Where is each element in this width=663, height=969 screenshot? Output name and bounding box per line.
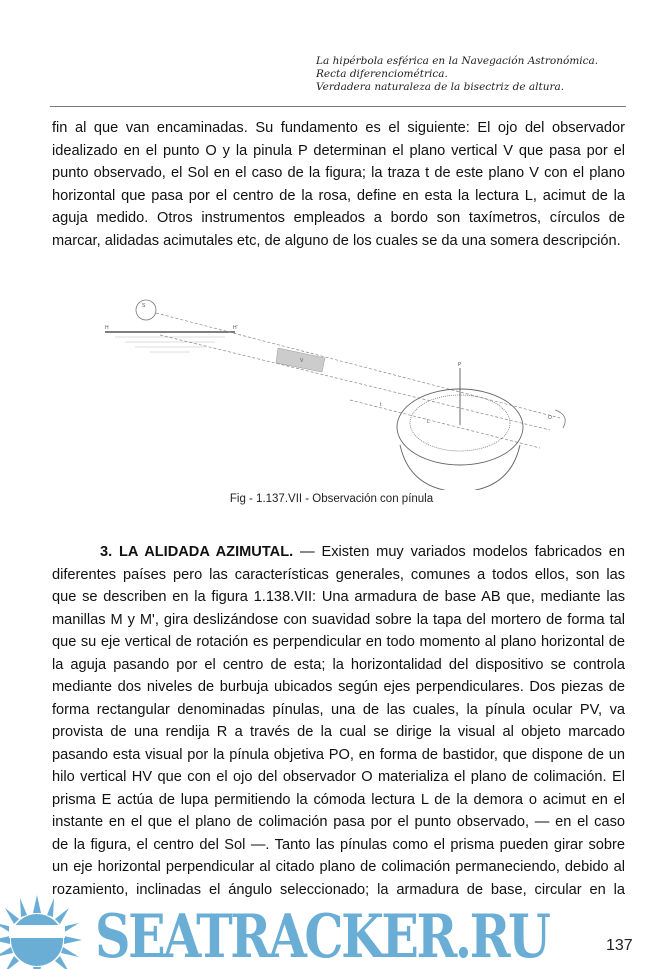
text-line: que su eje vertical de rotación es perpendicular en todo momento al plano horizontal de <box>52 634 625 650</box>
text-line: provista de una rendija R a través de la cual se dirige la visual al objeto marcado <box>52 724 625 740</box>
paragraph-intro <box>52 117 625 252</box>
text-line: idealizado en el punto O y la pinula P determinan el plano vertical V que pasa por el <box>52 142 625 159</box>
section-alidada <box>52 541 625 901</box>
text-fragment: — Existen muy variados modelos fabricados en <box>293 544 625 560</box>
eye-icon <box>555 410 565 428</box>
label-o: O <box>548 415 552 421</box>
text-line: horizontal que pasa por el centro de la rosa, define en esta la lectura L, acimut de la <box>52 187 625 204</box>
sea-lines <box>115 337 225 352</box>
page-number: 137 <box>606 937 633 954</box>
section-heading: 3. LA ALIDADA AZIMUTAL. <box>100 544 294 560</box>
label-l: L <box>427 419 430 425</box>
running-header <box>316 55 598 94</box>
text-line: pasando esta visual por la pínula objetiva PO, en forma de bastidor, que dispone de un <box>52 746 625 763</box>
watermark-sun-icon <box>0 895 95 969</box>
text-line: marcar, alidadas acimutales etc, de alguno de los cuales se da una somera descripción. <box>52 232 621 249</box>
text-line: instante en el que el plano de colimación pasa por el punto observado, — en el caso <box>52 814 625 830</box>
text-line: diferentes países pero las características generales, comunes a todos ellos, son las <box>52 566 625 583</box>
header-line: Recta diferenciométrica. <box>316 68 448 80</box>
text-line: la aguja pasando por el centro de esta; la horizontalidad del dispositivo se controla <box>52 656 625 673</box>
text-line: mediante dos niveles de burbuja ubicados según ejes perpendiculares. Dos piezas de <box>52 679 625 695</box>
figure-pinula-observation <box>90 280 610 490</box>
header-rule <box>50 106 626 107</box>
label-t: t <box>380 402 382 408</box>
header-line: Verdadera naturaleza de la bisectriz de altura. <box>316 81 565 93</box>
compass-bowl <box>400 445 520 490</box>
label-v: V <box>300 358 304 364</box>
text-line: forma rectangular denominadas pínulas, una de las cuales, la pínula ocular PV, va <box>52 701 625 718</box>
label-sun: S <box>142 303 146 309</box>
figure-caption: Fig - 1.137.VII - Observación con pínula <box>229 493 434 505</box>
text-line: que se describen en la figura 1.138.VII: Una armadura de base AB que, mediante las <box>52 589 625 605</box>
label-h: H <box>105 325 109 331</box>
label-p: P <box>458 362 462 368</box>
sun-circle <box>136 300 156 320</box>
header-line: La hipérbola esférica en la Navegación Astronómica. <box>316 55 599 67</box>
text-line: punto observado, el Sol en el caso de la figura; la traza t de este plano V con el plano <box>52 165 625 181</box>
watermark-text: SEATRACKER.RU <box>95 902 549 969</box>
text-line: rozamiento, inclinadas el ángulo seleccionado; la armadura de base, circular en la <box>52 881 625 898</box>
text-line: aguja medido. Otros instrumentos empleados a bordo son taxímetros, círculos de <box>52 210 625 226</box>
label-h-prime: H' <box>233 325 238 331</box>
text-line: hilo vertical HV que con el ojo del observador O materializa el plano de colimación. El <box>52 769 625 785</box>
text-line: manillas M y M', gira deslizándose con suavidad sobre la tapa del mortero de forma tal <box>52 611 625 628</box>
sight-lines <box>156 313 560 448</box>
text-line: de la figura, el centro del Sol —. Tanto las pínulas como el prisma pueden girar sobre <box>52 836 625 853</box>
text-line <box>52 541 625 564</box>
text-line: un eje horizontal perpendicular al citado plano de colimación permaneciendo, debido al <box>52 859 625 875</box>
text-line: prisma E actúa de lupa permitiendo la cómoda lectura L de la demora o acimut en el <box>52 791 625 808</box>
text-line: fin al que van encaminadas. Su fundamento es el siguiente: El ojo del observador <box>52 120 625 136</box>
